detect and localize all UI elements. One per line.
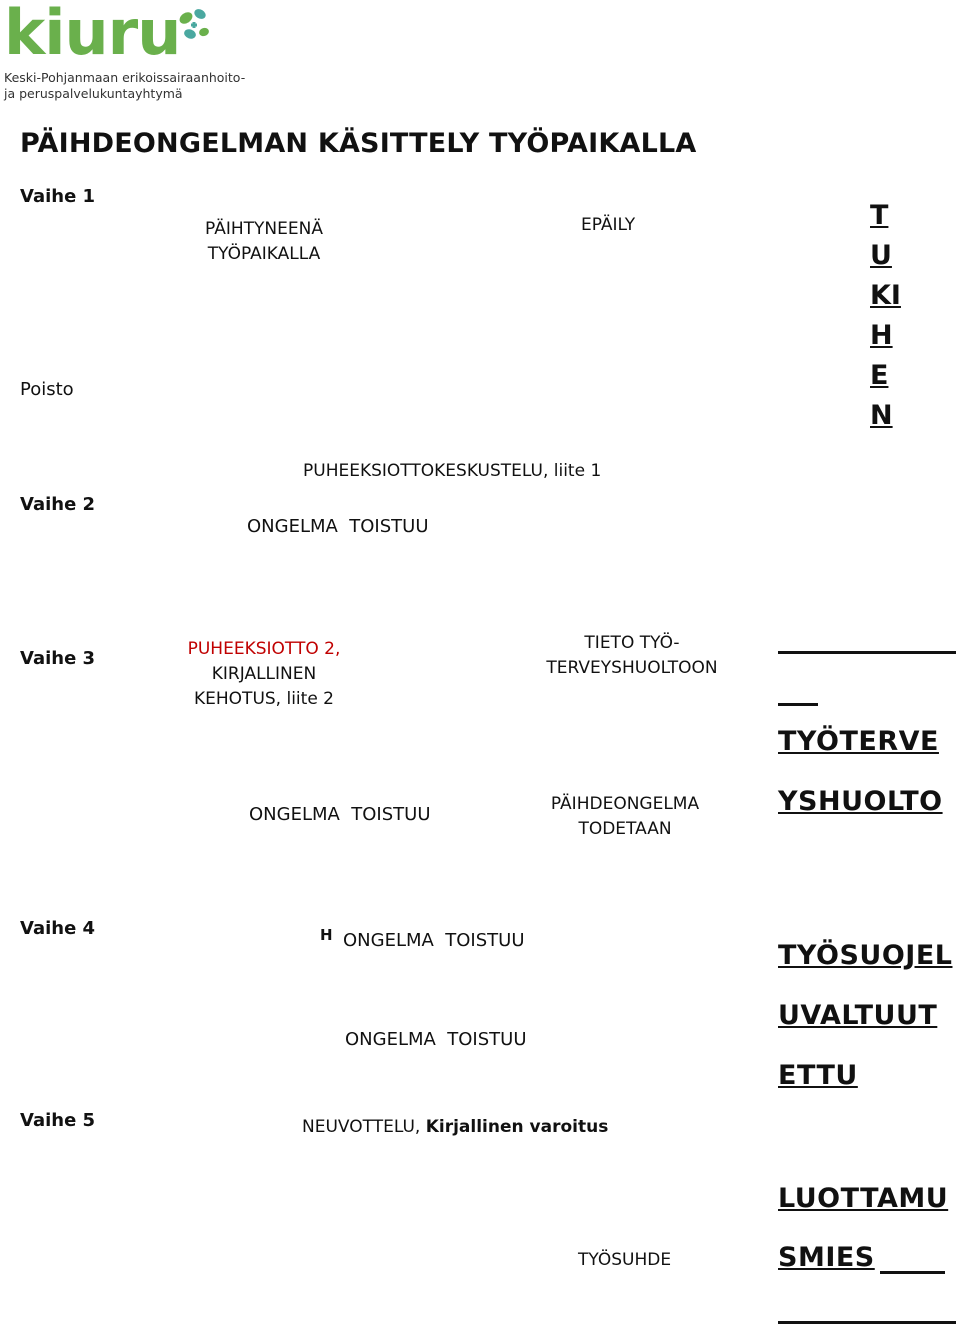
logo-leaf-icon (170, 4, 218, 50)
stage-label-5: Vaihe 5 (20, 1110, 96, 1131)
tuki-letter-1: T (870, 200, 889, 231)
box-paihtyneena (184, 217, 344, 267)
box-paihdeongelma-line1: PÄIHDEONGELMA (550, 794, 700, 814)
logo-subtitle-line1: Keski-Pohjanmaan erikoissairaanhoito- (4, 70, 246, 85)
box-puheeksiotto-2-line1: PUHEEKSIOTTO 2, (187, 639, 341, 659)
side-tyosuojel: TYÖSUOJEL (778, 940, 953, 971)
side-yshuolto: YSHUOLTO (778, 786, 943, 817)
side-smies: SMIES (778, 1242, 875, 1273)
box-ongelma-toistuu-3: ONGELMA TOISTUU (343, 930, 525, 951)
box-paihtyneena-line1: PÄIHTYNEENÄ (205, 219, 323, 239)
box-ongelma-toistuu-1: ONGELMA TOISTUU (247, 516, 429, 537)
side-rule-4 (778, 1321, 956, 1324)
kirjallinen-varoitus-label: Kirjallinen varoitus (425, 1117, 609, 1137)
box-puheeksiotto-2 (174, 637, 354, 712)
tuki-letter-2: U (870, 240, 892, 271)
box-tieto-line1: TIETO TYÖ- (584, 633, 680, 653)
box-tyosuhde: TYÖSUHDE (578, 1250, 672, 1270)
side-rule-2 (778, 703, 818, 706)
tuki-letter-5: E (870, 360, 889, 391)
box-puheeksiotto-2-line3: KEHOTUS, liite 2 (194, 689, 334, 709)
stage-label-2: Vaihe 2 (20, 494, 96, 515)
box-ongelma-toistuu-4: ONGELMA TOISTUU (345, 1029, 527, 1050)
stage-label-1: Vaihe 1 (20, 186, 96, 207)
side-rule-3 (880, 1271, 945, 1274)
stray-mark: H (320, 926, 333, 944)
neuvottelu-label: NEUVOTTELU, (302, 1117, 426, 1137)
tuki-letter-6: N (870, 400, 893, 431)
side-rule-1 (778, 651, 956, 654)
side-ettu: ETTU (778, 1060, 858, 1091)
stage-label-poisto: Poisto (20, 379, 74, 400)
tukihenkilo-vertical (870, 196, 901, 436)
stage-label-4: Vaihe 4 (20, 918, 96, 939)
tuki-letter-4: H (870, 320, 893, 351)
box-paihdeongelma-todetaan (535, 792, 715, 842)
box-tieto-tyoterveyshuoltoon (532, 631, 732, 681)
box-tieto-line2: TERVEYSHUOLTOON (546, 658, 718, 678)
tuki-letter-3: KI (870, 280, 901, 311)
side-uvaltuut: UVALTUUT (778, 1000, 938, 1031)
box-puheeksiotto-2-line2: KIRJALLINEN (211, 664, 317, 684)
page-title: PÄIHDEONGELMAN KÄSITTELY TYÖPAIKALLA (20, 128, 697, 159)
logo-wordmark: kiuru (4, 0, 181, 69)
box-paihtyneena-line2: TYÖPAIKALLA (207, 244, 321, 264)
side-tyoterve: TYÖTERVE (778, 726, 939, 757)
side-luottamu: LUOTTAMU (778, 1183, 949, 1214)
box-epaily: EPÄILY (581, 215, 636, 235)
box-neuvottelu (302, 1117, 608, 1137)
box-ongelma-toistuu-2: ONGELMA TOISTUU (249, 804, 431, 825)
logo-subtitle-line2: ja peruspalvelukuntayhtymä (4, 86, 183, 101)
stage-label-3: Vaihe 3 (20, 648, 96, 669)
box-paihdeongelma-line2: TODETAAN (578, 819, 672, 839)
box-puheeksiottokeskustelu: PUHEEKSIOTTOKESKUSTELU, liite 1 (303, 461, 602, 481)
